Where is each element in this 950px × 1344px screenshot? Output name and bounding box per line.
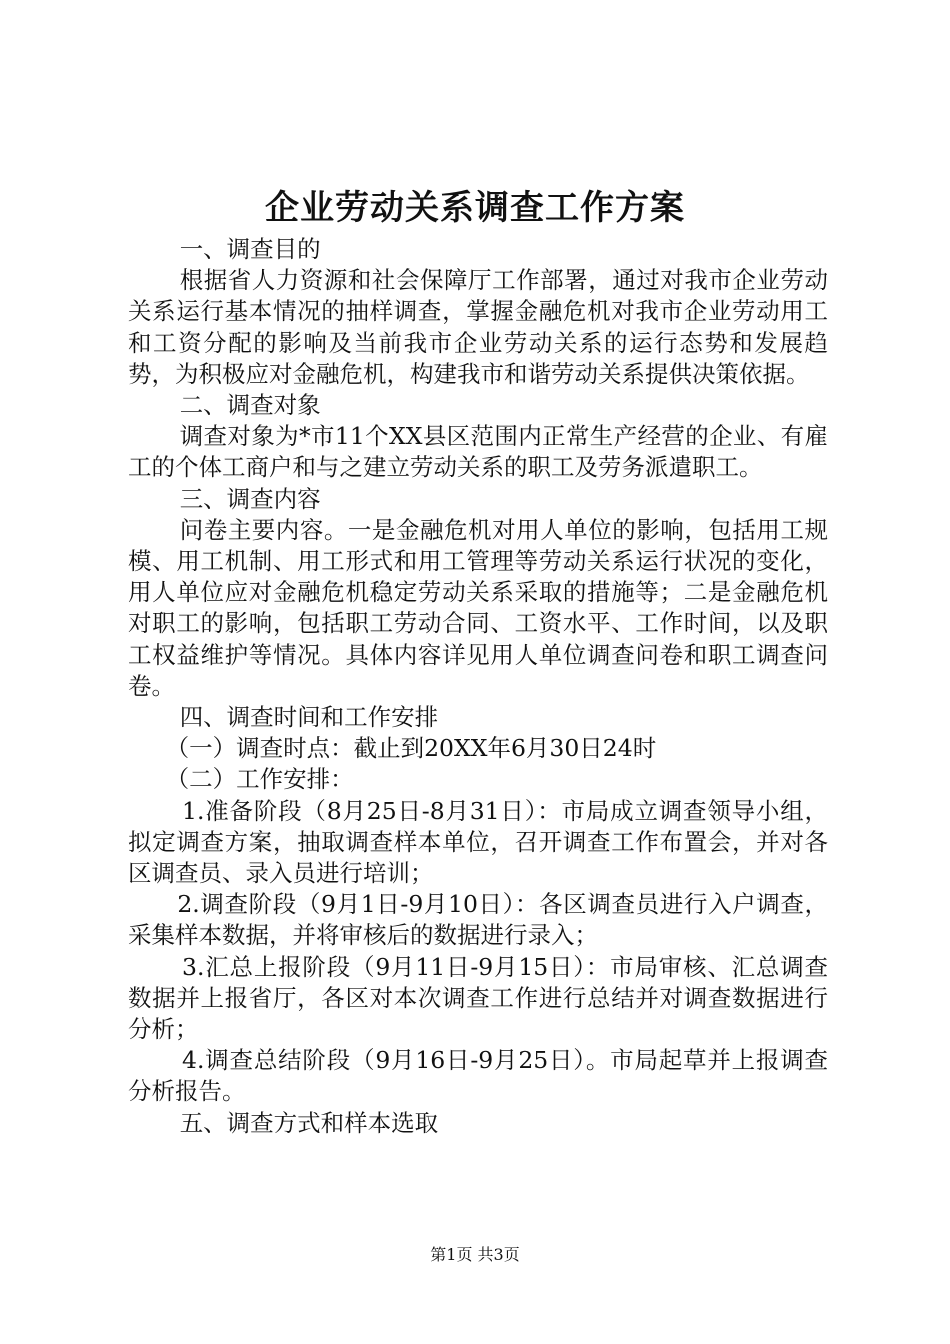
- list-item-summary-report: 3.汇总上报阶段（9月11日-9月15日）：市局审核、汇总调查数据并上报省厅，各区对本次调查工作进行总结并对调查数据进行分析；: [128, 952, 828, 1044]
- list-item-conclusion: 4.调查总结阶段（9月16日-9月25日）。市局起草并上报调查分析报告。: [128, 1046, 828, 1106]
- section-heading-subjects: 二、调查对象: [179, 391, 321, 420]
- document-body: [128, 234, 828, 1139]
- list-item-survey: 2.调查阶段（9月1日-9月10日）：各区调查员进行入户调查，采集样本数据，并将审核后的数据进行录入；: [128, 890, 828, 950]
- paragraph-content: 问卷主要内容。一是金融危机对用人单位的影响，包括用工规模、用工机制、用工形式和用工管理等劳动关系运行状况的变化，用人单位应对金融危机稳定劳动关系采取的措施等；二是金融危机对职工的影响，包括职工劳动合同、工资水平、工作时间，以及职工权益维护等情况。具体内容详见用人单位调查问卷和职工调查问卷。: [128, 515, 828, 700]
- page-footer: 第1页 共3页: [430, 1245, 520, 1264]
- section-heading-purpose: 一、调查目的: [179, 235, 321, 263]
- section-heading-content: 三、调查内容: [179, 484, 321, 513]
- document-title: 企业劳动关系调查工作方案: [265, 188, 685, 228]
- section-heading-schedule: 四、调查时间和工作安排: [179, 703, 439, 732]
- subsection-work-arrangement: （二）工作安排：: [165, 765, 354, 794]
- list-item-preparation: 1.准备阶段（8月25日-8月31日）：市局成立调查领导小组，拟定调查方案，抽取调查样本单位，召开调查工作布置会，并对各区调查员、录入员进行培训；: [128, 796, 828, 888]
- paragraph-purpose: 根据省人力资源和社会保障厅工作部署，通过对我市企业劳动关系运行基本情况的抽样调查，掌握金融危机对我市企业劳动用工和工资分配的影响及当前我市企业劳动关系的运行态势和发展趋势，为积极应对金融危机，构建我市和谐劳动关系提供决策依据。: [128, 266, 828, 388]
- subsection-time-point: （一）调查时点：截止到20XX年6月30日24时: [165, 734, 657, 763]
- paragraph-subjects: 调查对象为*市11个XX县区范围内正常生产经营的企业、有雇工的个体工商户和与之建立劳动关系的职工及劳务派遣职工。: [128, 422, 828, 482]
- section-heading-method: 五、调查方式和样本选取: [179, 1108, 439, 1137]
